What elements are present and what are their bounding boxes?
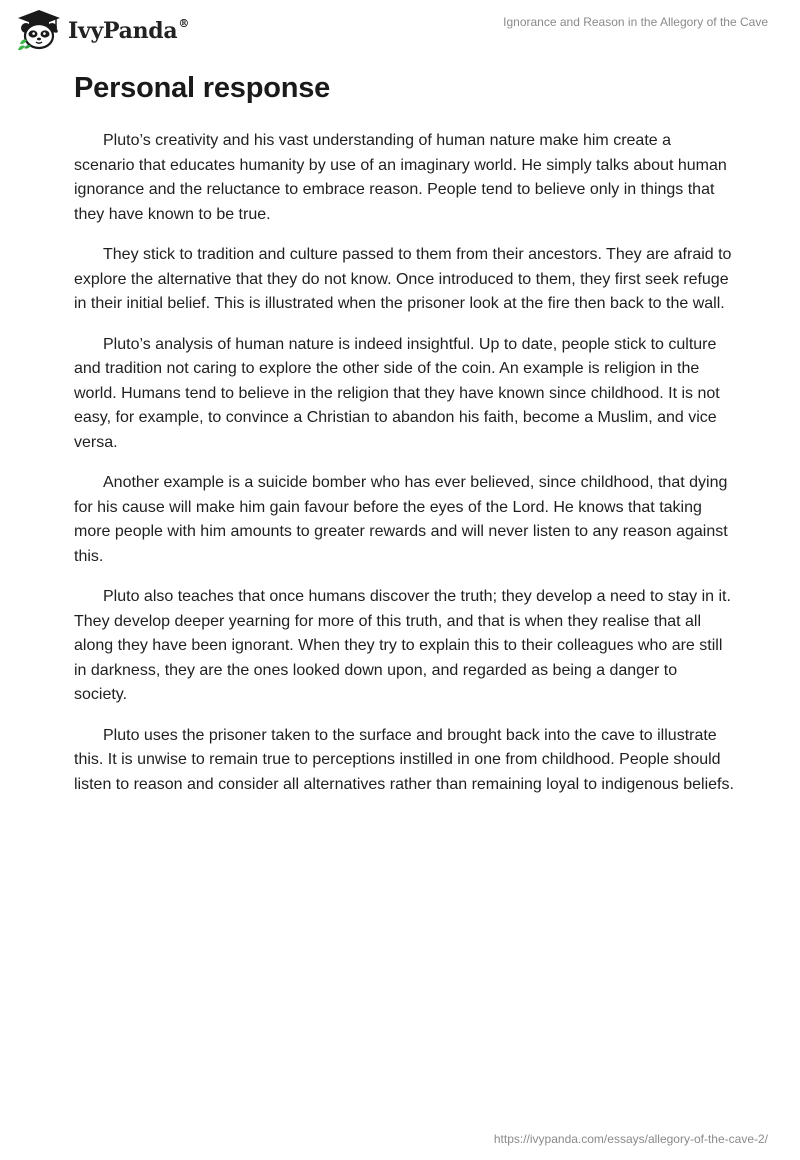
paragraph-4: Another example is a suicide bomber who has ever believed, since childhood, that dying for his cause will make him gain favour before the eyes of the Lord. He knows that taking more people with him amounts to greater rewards and will never listen to any reason against this. — [74, 474, 728, 565]
section-heading: Personal response — [74, 72, 331, 104]
paragraph-3: Pluto’s analysis of human nature is indeed insightful. Up to date, people stick to culture and tradition not caring to explore the other side of the coin. An example is religion in the world. Humans tend to believe in the religion that they have known since childhood. It is not easy, for example, to convince a Christian to abandon his faith, become a Muslim, and vice versa. — [74, 335, 720, 451]
source-url[interactable]: https://ivypanda.com/essays/allegory-of-the-cave-2/ — [493, 1132, 768, 1146]
document-title: Ignorance and Reason in the Allegory of the Cave — [503, 15, 768, 29]
ivypanda-logo[interactable] — [16, 8, 189, 52]
registered-mark: ® — [178, 16, 190, 30]
brand-name: IvyPanda® — [68, 16, 190, 44]
essay-content — [74, 72, 734, 813]
panda-graduation-cap-icon — [16, 8, 62, 52]
paragraph-1: Pluto’s creativity and his vast understanding of human nature make him create a scenario that educates humanity by use of an imaginary world. He simply talks about human ignorance and the reluctance to embrace reason. People tend to believe only in things that they have known to be true. — [74, 132, 727, 223]
paragraph-2: They stick to tradition and culture passed to them from their ancestors. They are afraid to explore the alternative that they do not know. Once introduced to them, they first seek refuge in their initial belief. This is illustrated when the prisoner look at the fire then back to the wall. — [74, 246, 732, 312]
paragraph-6: Pluto uses the prisoner taken to the surface and brought back into the cave to illustrate this. It is unwise to remain true to perceptions instilled in one from childhood. People should listen to reason and consider all alternatives rather than remaining loyal to indigenous beliefs. — [74, 726, 734, 793]
paragraph-5: Pluto also teaches that once humans discover the truth; they develop a need to stay in it. They develop deeper yearning for more of this truth, and that is when they realise that all along they have been ignorant. When they try to explain this to their colleagues who are still in darkness, they are the ones looked down upon, and regarded as being a danger to society. — [74, 588, 731, 703]
page-header — [0, 0, 800, 60]
